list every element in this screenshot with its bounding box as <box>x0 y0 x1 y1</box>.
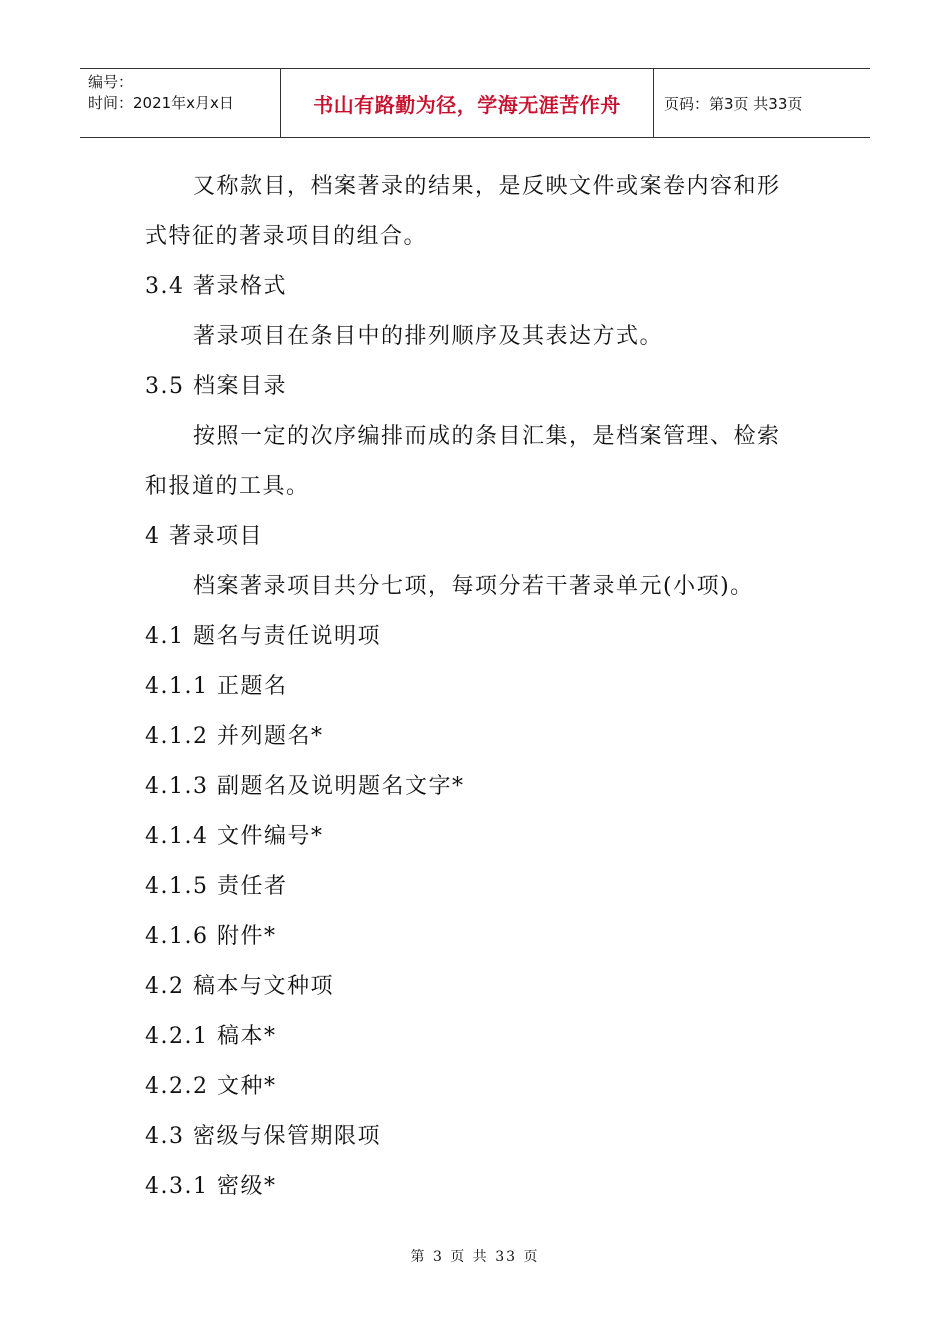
document-number-label: 编号： <box>88 73 134 91</box>
body-line: 4.2.2 文种* <box>145 1074 277 1099</box>
document-body <box>145 162 810 1212</box>
body-line: 3.4 著录格式 <box>145 274 287 299</box>
footer-page-number: 第 3 页 共 33 页 <box>410 1249 540 1265</box>
header-motto-cell <box>281 69 654 137</box>
header-page-cell <box>654 69 870 137</box>
body-line: 又称款目，档案著录的结果，是反映文件或案卷内容和形 <box>193 174 781 199</box>
body-line: 3.5 档案目录 <box>145 374 287 399</box>
body-line: 4.1.3 副题名及说明题名文字* <box>145 774 465 799</box>
body-line: 档案著录项目共分七项，每项分若干著录单元(小项)。 <box>193 574 754 599</box>
body-line: 4.1.1 正题名 <box>145 674 288 699</box>
body-line: 4.1.5 责任者 <box>145 874 288 899</box>
body-line: 4.1 题名与责任说明项 <box>145 624 381 649</box>
page-footer <box>0 1246 950 1266</box>
body-line: 按照一定的次序编排而成的条目汇集，是档案管理、检索 <box>193 424 781 449</box>
body-line: 4.1.2 并列题名* <box>145 724 324 749</box>
body-line: 4.2.1 稿本* <box>145 1024 277 1049</box>
body-line: 4.1.6 附件* <box>145 924 277 949</box>
body-line: 4.3.1 密级* <box>145 1174 277 1199</box>
body-line: 和报道的工具。 <box>145 474 310 499</box>
header-meta-cell <box>80 69 281 137</box>
body-line: 4 著录项目 <box>145 524 263 549</box>
header-motto: 书山有路勤为径，学海无涯苦作舟 <box>313 92 621 117</box>
body-line: 著录项目在条目中的排列顺序及其表达方式。 <box>193 324 664 349</box>
body-line: 式特征的著录项目的组合。 <box>145 224 428 249</box>
body-line: 4.3 密级与保管期限项 <box>145 1124 381 1149</box>
document-date-label: 时间：2021年x月x日 <box>88 94 234 112</box>
body-line: 4.2 稿本与文种项 <box>145 974 334 999</box>
page-header <box>80 68 870 138</box>
body-line: 4.1.4 文件编号* <box>145 824 324 849</box>
header-page-number: 页码：第3页 共33页 <box>664 94 803 113</box>
